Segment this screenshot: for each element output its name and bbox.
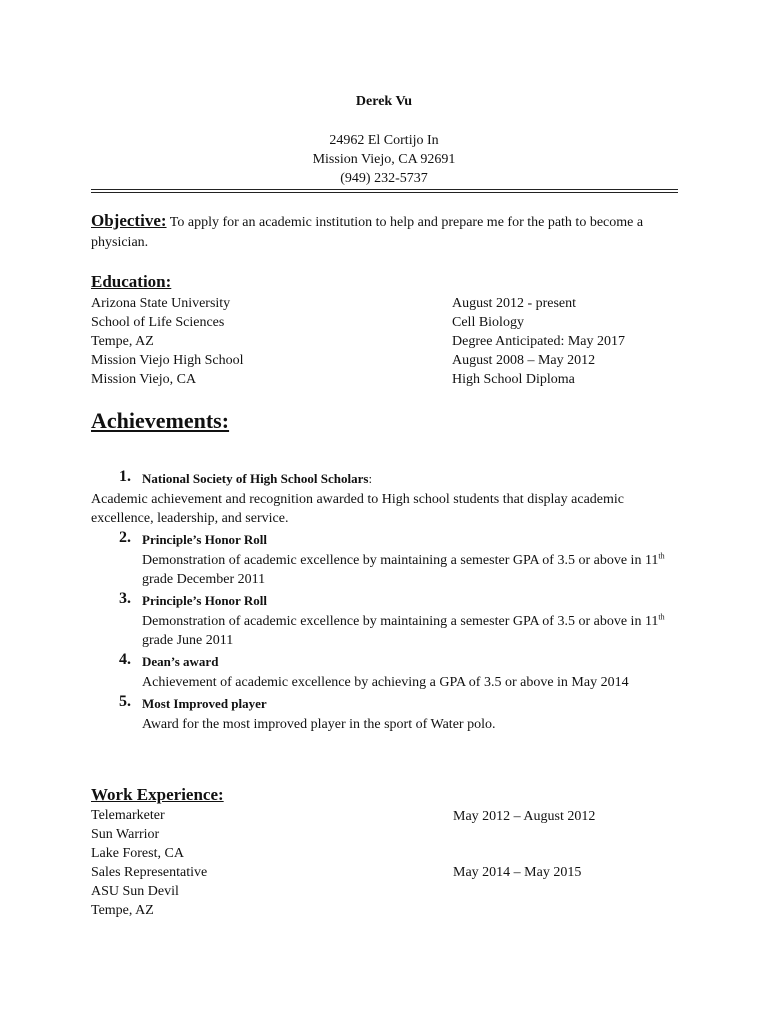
achievement-description: [142, 551, 682, 589]
achievement-number: 5.: [119, 693, 131, 710]
header-rule-top: [91, 189, 678, 190]
objective-section: [91, 211, 683, 253]
work-line: Tempe, AZ: [91, 903, 154, 918]
achievement-number: 4.: [119, 651, 131, 668]
achievements-heading: Achievements:: [91, 408, 230, 433]
achievement-title: Principle’s Honor Roll: [142, 593, 267, 608]
education-detail: August 2008 – May 2012: [452, 353, 596, 368]
phone-number: (949) 232-5737: [340, 171, 428, 186]
objective-label: Objective:: [91, 211, 167, 230]
work-line: Sun Warrior: [91, 827, 160, 842]
work-heading: Work Experience:: [91, 785, 224, 804]
work-date: May 2014 – May 2015: [453, 865, 582, 880]
resume-name: Derek Vu: [355, 94, 413, 109]
work-line: ASU Sun Devil: [91, 884, 179, 899]
education-detail: Cell Biology: [452, 315, 524, 330]
achievement-number: 1.: [119, 468, 131, 485]
achievement-title: [142, 471, 372, 487]
work-line: Lake Forest, CA: [91, 846, 184, 861]
achievement-title-suffix: :: [368, 471, 373, 486]
address-city: Mission Viejo, CA 92691: [312, 152, 456, 167]
achievement-desc-text: Demonstration of academic excellence by maintaining a semester GPA of 3.5 or above in 11: [142, 614, 659, 629]
education-heading: Education:: [91, 272, 172, 291]
education-line: Mission Viejo High School: [91, 353, 244, 368]
achievement-description: Achievement of academic excellence by achieving a GPA of 3.5 or above in May 2014: [142, 675, 629, 690]
achievement-number: 3.: [119, 590, 131, 607]
achievement-desc-text: Demonstration of academic excellence by maintaining a semester GPA of 3.5 or above in 11: [142, 553, 659, 568]
work-left-column: [91, 806, 207, 920]
education-detail: August 2012 - present: [452, 296, 577, 311]
address-street: 24962 El Cortijo In: [329, 133, 439, 148]
education-line: Tempe, AZ: [91, 334, 154, 349]
work-line: Sales Representative: [91, 865, 208, 880]
education-right-column: [452, 294, 625, 389]
achievement-description: Academic achievement and recognition awarded to High school students that display academic excellence, leadership, and service.: [91, 492, 624, 526]
work-date: May 2012 – August 2012: [453, 809, 596, 824]
achievement-title-text: National Society of High School Scholars: [142, 471, 369, 486]
education-left-column: [91, 294, 244, 389]
education-line: School of Life Sciences: [91, 315, 225, 330]
ordinal-suffix: th: [658, 612, 665, 622]
achievement-number: 2.: [119, 529, 131, 546]
achievement-description: [142, 612, 682, 650]
achievement-desc-date: grade December 2011: [142, 572, 266, 587]
education-line: Mission Viejo, CA: [91, 372, 197, 387]
achievement-desc-date: grade June 2011: [142, 633, 234, 648]
education-detail: Degree Anticipated: May 2017: [452, 334, 626, 349]
objective-text: To apply for an academic institution to help and prepare me for the path to become a physician.: [91, 215, 644, 250]
achievement-title: Dean’s award: [142, 654, 219, 669]
education-detail: High School Diploma: [452, 372, 575, 387]
work-line: Telemarketer: [91, 808, 165, 823]
achievement-description: Award for the most improved player in the sport of Water polo.: [142, 717, 496, 732]
ordinal-suffix: th: [658, 551, 665, 561]
achievement-title: Most Improved player: [142, 696, 267, 711]
education-line: Arizona State University: [91, 296, 231, 311]
header-rule-bottom: [91, 192, 678, 193]
achievement-title: Principle’s Honor Roll: [142, 532, 267, 547]
